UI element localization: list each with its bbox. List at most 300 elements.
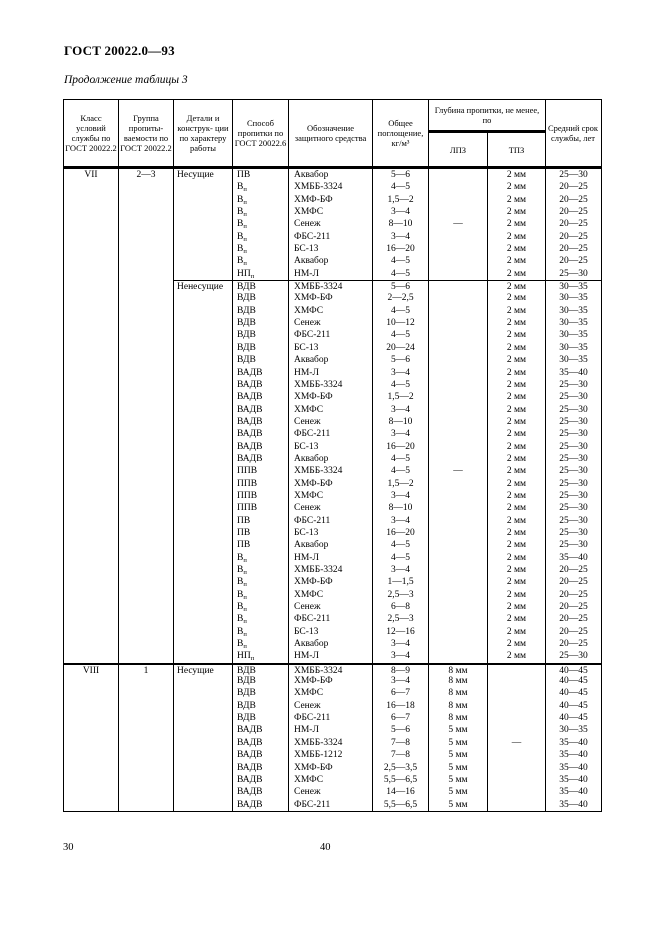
cell-tpz: 2 мм: [488, 305, 546, 317]
cell-klass: [64, 342, 119, 354]
cell-srok: 35—40: [559, 552, 588, 563]
cell-tpz: 2 мм: [488, 243, 546, 255]
cell-sposob: ВАДВ: [233, 391, 289, 403]
cell-klass: [64, 391, 119, 403]
cell-tpz: [488, 712, 546, 724]
cell-sredstvo: НМ-Л: [289, 552, 373, 564]
cell-sredstvo: ХМФС: [289, 490, 373, 502]
cell-klass: [64, 527, 119, 539]
cell-pogloshchenie: 6—7: [373, 687, 429, 699]
cell-gruppa: [119, 650, 174, 662]
cell-lpz: [429, 329, 488, 341]
cell-pogloshchenie: 16—20: [373, 441, 429, 453]
cell-srok: 40—45: [559, 713, 588, 724]
cell-detali: [174, 601, 233, 613]
cell-sredstvo: ХМББ-3324: [289, 663, 373, 675]
cell-srok: 25—30: [559, 651, 588, 662]
cell-srok: 40—45: [546, 663, 601, 675]
cell-sredstvo: Аквабор: [289, 638, 373, 650]
cell-gruppa: [119, 799, 174, 811]
cell-lpz: [429, 379, 488, 391]
cell-detali: [174, 675, 233, 687]
cell-pogloshchenie: 3—4: [373, 564, 429, 576]
cell-tpz: 2 мм: [488, 527, 546, 539]
cell-sredstvo: ФБС-211: [289, 428, 373, 440]
cell-sredstvo: Сенеж: [289, 786, 373, 798]
cell-lpz: [429, 194, 488, 206]
cell-lpz: [429, 255, 488, 267]
cell-lpz: [429, 231, 488, 243]
cell-klass: [64, 700, 119, 712]
cell-pogloshchenie: 6—8: [373, 601, 429, 613]
cell-srok: 25—30: [559, 404, 588, 415]
cell-sredstvo: Сенеж: [289, 317, 373, 329]
cell-sposob: $В_п$: [233, 218, 289, 230]
cell-pogloshchenie: 2,5—3: [373, 589, 429, 601]
cell-sredstvo: ХМББ-3324: [289, 280, 373, 292]
cell-pogloshchenie: 4—5: [373, 539, 429, 551]
cell-lpz: [429, 502, 488, 514]
cell-lpz: [429, 650, 488, 662]
cell-srok: 35—40: [559, 367, 588, 378]
cell-tpz: 2 мм: [488, 613, 546, 625]
cell-sredstvo: ХМФ-БФ: [289, 576, 373, 588]
cell-detali: [174, 404, 233, 416]
cell-sredstvo: БС-13: [289, 243, 373, 255]
cell-detali: [174, 367, 233, 379]
cell-srok: 25—30: [559, 453, 588, 464]
cell-lpz: 5 мм: [429, 737, 488, 749]
cell-lpz: [429, 181, 488, 193]
cell-srok: 25—30: [559, 478, 588, 489]
cell-srok: 35—40: [559, 737, 588, 748]
cell-sredstvo: Аквабор: [289, 255, 373, 267]
cell-gruppa: [119, 329, 174, 341]
cell-tpz: —: [488, 737, 546, 749]
cell-gruppa: [119, 194, 174, 206]
cell-gruppa: [119, 762, 174, 774]
cell-tpz: [488, 749, 546, 761]
cell-pogloshchenie: 7—8: [373, 749, 429, 761]
cell-sredstvo: ХМФС: [289, 589, 373, 601]
cell-sposob: ВДВ: [233, 663, 289, 675]
cell-klass: [64, 626, 119, 638]
cell-sredstvo: ХМББ-3324: [289, 379, 373, 391]
cell-lpz: [429, 626, 488, 638]
cell-klass: [64, 243, 119, 255]
cell-detali: [174, 589, 233, 601]
cell-lpz: [429, 589, 488, 601]
cell-klass: [64, 453, 119, 465]
cell-srok: 35—40: [559, 787, 588, 798]
column-header-lpz: ЛПЗ: [429, 133, 488, 166]
cell-klass: [64, 799, 119, 811]
cell-sposob: $В_п$: [233, 243, 289, 255]
cell-gruppa: [119, 206, 174, 218]
cell-sredstvo: ХМББ-3324: [289, 181, 373, 193]
cell-lpz: 5 мм: [429, 749, 488, 761]
cell-tpz: [488, 799, 546, 811]
cell-klass: [64, 416, 119, 428]
cell-tpz: 2 мм: [488, 502, 546, 514]
cell-srok: 20—25: [559, 602, 588, 613]
cell-pogloshchenie: 4—5: [373, 255, 429, 267]
cell-gruppa: [119, 231, 174, 243]
column-header-klass: Класс условий службы по ГОСТ 20022.2: [64, 100, 119, 166]
cell-gruppa: 1: [119, 663, 174, 675]
cell-pogloshchenie: 5—6: [373, 724, 429, 736]
cell-sredstvo: Аквабор: [289, 169, 373, 181]
cell-tpz: 2 мм: [488, 342, 546, 354]
cell-pogloshchenie: 4—5: [373, 329, 429, 341]
cell-sredstvo: ХМФ-БФ: [289, 391, 373, 403]
cell-lpz: [429, 416, 488, 428]
cell-pogloshchenie: 4—5: [373, 268, 429, 280]
cell-sposob: ВАДВ: [233, 428, 289, 440]
cell-tpz: 2 мм: [488, 650, 546, 662]
cell-sposob: ВДВ: [233, 280, 289, 292]
column-header-pogloshchenie: Общее поглощение, кг/м³: [373, 100, 429, 166]
cell-tpz: 2 мм: [488, 181, 546, 193]
cell-sredstvo: ХМББ-3324: [289, 737, 373, 749]
cell-lpz: [429, 428, 488, 440]
cell-tpz: 2 мм: [488, 255, 546, 267]
cell-tpz: 2 мм: [488, 626, 546, 638]
cell-tpz: [488, 774, 546, 786]
cell-klass: [64, 552, 119, 564]
cell-gruppa: [119, 453, 174, 465]
cell-lpz: [429, 638, 488, 650]
cell-gruppa: [119, 700, 174, 712]
cell-tpz: 2 мм: [488, 576, 546, 588]
cell-srok: 25—30: [559, 379, 588, 390]
cell-pogloshchenie: 4—5: [373, 552, 429, 564]
cell-sposob: $В_п$: [233, 564, 289, 576]
cell-sredstvo: Аквабор: [289, 354, 373, 366]
cell-klass: [64, 502, 119, 514]
cell-detali: [174, 268, 233, 280]
cell-sposob: ВДВ: [233, 354, 289, 366]
cell-klass: [64, 181, 119, 193]
cell-sredstvo: БС-13: [289, 527, 373, 539]
cell-detali: [174, 626, 233, 638]
cell-klass: [64, 601, 119, 613]
cell-lpz: [429, 354, 488, 366]
cell-gruppa: [119, 404, 174, 416]
cell-pogloshchenie: 4—5: [373, 379, 429, 391]
cell-sredstvo: НМ-Л: [289, 724, 373, 736]
cell-sposob: ВАДВ: [233, 799, 289, 811]
cell-pogloshchenie: 1—1,5: [373, 576, 429, 588]
cell-lpz: 8 мм: [429, 712, 488, 724]
cell-srok: 25—30: [559, 429, 588, 440]
cell-sposob: ВДВ: [233, 675, 289, 687]
cell-sredstvo: БС-13: [289, 441, 373, 453]
cell-tpz: 2 мм: [488, 490, 546, 502]
cell-sposob: ВДВ: [233, 292, 289, 304]
cell-sposob: $НП_п$: [233, 268, 289, 280]
cell-srok: 25—30: [559, 490, 588, 501]
cell-srok: 20—25: [559, 565, 588, 575]
cell-detali: [174, 218, 233, 230]
cell-detali: [174, 292, 233, 304]
cell-tpz: [488, 724, 546, 736]
cell-gruppa: [119, 243, 174, 255]
cell-detali: [174, 515, 233, 527]
cell-sredstvo: Сенеж: [289, 700, 373, 712]
cell-sredstvo: ФБС-211: [289, 799, 373, 811]
cell-lpz: [429, 404, 488, 416]
cell-pogloshchenie: 3—4: [373, 404, 429, 416]
cell-pogloshchenie: 3—4: [373, 231, 429, 243]
cell-sposob: ВДВ: [233, 342, 289, 354]
cell-tpz: 2 мм: [488, 638, 546, 650]
cell-sposob: $В_п$: [233, 181, 289, 193]
cell-lpz: [429, 539, 488, 551]
cell-sredstvo: ХМББ-3324: [289, 465, 373, 477]
cell-sposob: ППВ: [233, 502, 289, 514]
cell-pogloshchenie: 16—18: [373, 700, 429, 712]
cell-detali: Несущие: [174, 663, 233, 675]
cell-gruppa: [119, 502, 174, 514]
cell-tpz: 2 мм: [488, 428, 546, 440]
cell-pogloshchenie: 7—8: [373, 737, 429, 749]
cell-sposob: $В_п$: [233, 255, 289, 267]
cell-klass: [64, 441, 119, 453]
cell-gruppa: [119, 317, 174, 329]
cell-gruppa: [119, 737, 174, 749]
cell-sposob: ВАДВ: [233, 749, 289, 761]
cell-srok: 40—45: [559, 676, 588, 687]
cell-detali: [174, 502, 233, 514]
cell-sredstvo: ХМББ-3324: [289, 564, 373, 576]
column-header-tpz: ТПЗ: [508, 144, 525, 155]
cell-sposob: ВАДВ: [233, 724, 289, 736]
cell-pogloshchenie: 5,5—6,5: [373, 799, 429, 811]
cell-klass: [64, 490, 119, 502]
cell-sredstvo: ХМФС: [289, 687, 373, 699]
cell-pogloshchenie: 1,5—2: [373, 478, 429, 490]
cell-lpz: [429, 564, 488, 576]
cell-detali: [174, 206, 233, 218]
cell-sposob: ПВ: [233, 169, 289, 181]
cell-pogloshchenie: 3—4: [373, 638, 429, 650]
cell-pogloshchenie: 6—7: [373, 712, 429, 724]
cell-tpz: [488, 700, 546, 712]
cell-pogloshchenie: 16—20: [373, 527, 429, 539]
cell-klass: [64, 317, 119, 329]
cell-klass: [64, 712, 119, 724]
cell-sredstvo: ХМФ-БФ: [289, 762, 373, 774]
cell-tpz: 2 мм: [488, 391, 546, 403]
cell-lpz: 5 мм: [429, 774, 488, 786]
cell-lpz: [429, 342, 488, 354]
cell-sposob: ВАДВ: [233, 441, 289, 453]
cell-sredstvo: Сенеж: [289, 218, 373, 230]
cell-sredstvo: НМ-Л: [289, 268, 373, 280]
cell-sposob: ППВ: [233, 465, 289, 477]
cell-detali: [174, 774, 233, 786]
cell-gruppa: [119, 280, 174, 292]
cell-gruppa: [119, 576, 174, 588]
cell-detali: [174, 453, 233, 465]
cell-sposob: ВДВ: [233, 317, 289, 329]
cell-klass: VII: [64, 169, 119, 181]
cell-srok: 25—30: [559, 441, 588, 452]
cell-detali: [174, 762, 233, 774]
cell-sposob: $В_п$: [233, 231, 289, 243]
cell-pogloshchenie: 2,5—3,5: [373, 762, 429, 774]
cell-sposob: ВАДВ: [233, 762, 289, 774]
cell-sposob: $НП_п$: [233, 650, 289, 662]
cell-lpz: [429, 305, 488, 317]
cell-tpz: 2 мм: [488, 453, 546, 465]
cell-detali: [174, 552, 233, 564]
column-header-depth-title: Глубина пропитки, не менее, по: [429, 100, 545, 133]
cell-sposob: ВДВ: [233, 712, 289, 724]
cell-srok: 30—35: [546, 280, 601, 292]
cell-pogloshchenie: 8—10: [373, 416, 429, 428]
page-number-left: 30: [63, 842, 74, 853]
cell-srok: 30—35: [559, 342, 588, 353]
cell-lpz: 8 мм: [429, 675, 488, 687]
cell-srok: 30—35: [559, 293, 588, 304]
cell-tpz: 2 мм: [488, 379, 546, 391]
cell-detali: [174, 329, 233, 341]
cell-klass: [64, 404, 119, 416]
cell-tpz: 2 мм: [488, 416, 546, 428]
cell-sposob: $В_п$: [233, 601, 289, 613]
cell-sredstvo: Аквабор: [289, 539, 373, 551]
cell-detali: [174, 181, 233, 193]
cell-tpz: 2 мм: [488, 589, 546, 601]
cell-sposob: $В_п$: [233, 552, 289, 564]
cell-pogloshchenie: 3—4: [373, 206, 429, 218]
cell-klass: [64, 576, 119, 588]
cell-pogloshchenie: 4—5: [373, 465, 429, 477]
cell-sposob: ВДВ: [233, 700, 289, 712]
cell-gruppa: [119, 564, 174, 576]
cell-pogloshchenie: 20—24: [373, 342, 429, 354]
cell-sposob: ВДВ: [233, 329, 289, 341]
cell-tpz: 2 мм: [488, 465, 546, 477]
cell-srok: 30—35: [559, 330, 588, 341]
cell-klass: [64, 650, 119, 662]
cell-sposob: $В_п$: [233, 613, 289, 625]
data-table: [63, 99, 602, 812]
cell-detali: [174, 724, 233, 736]
cell-detali: [174, 342, 233, 354]
cell-klass: [64, 428, 119, 440]
cell-detali: [174, 441, 233, 453]
cell-sposob: $В_п$: [233, 194, 289, 206]
cell-sredstvo: ХМФ-БФ: [289, 292, 373, 304]
cell-sposob: ВАДВ: [233, 367, 289, 379]
cell-gruppa: [119, 268, 174, 280]
cell-srok: 20—25: [559, 244, 588, 255]
cell-gruppa: [119, 255, 174, 267]
table-body: [64, 169, 601, 811]
cell-lpz: 5 мм: [429, 799, 488, 811]
cell-sredstvo: ФБС-211: [289, 231, 373, 243]
cell-sredstvo: ХМББ-1212: [289, 749, 373, 761]
cell-gruppa: [119, 465, 174, 477]
cell-detali: Несущие: [174, 169, 233, 181]
cell-detali: [174, 700, 233, 712]
cell-sredstvo: НМ-Л: [289, 650, 373, 662]
cell-gruppa: [119, 527, 174, 539]
cell-detali: [174, 539, 233, 551]
cell-pogloshchenie: 3—4: [373, 675, 429, 687]
cell-pogloshchenie: 10—12: [373, 317, 429, 329]
cell-sposob: $В_п$: [233, 576, 289, 588]
cell-klass: [64, 379, 119, 391]
cell-tpz: 2 мм: [488, 478, 546, 490]
cell-sposob: $В_п$: [233, 206, 289, 218]
cell-sredstvo: Аквабор: [289, 453, 373, 465]
cell-detali: [174, 317, 233, 329]
cell-srok: 25—30: [559, 515, 588, 526]
table-caption: Продолжение таблицы 3: [64, 74, 188, 86]
cell-sposob: ПВ: [233, 515, 289, 527]
cell-srok: 25—30: [559, 466, 588, 477]
column-header-detali: Детали и конструк- ции по характеру работы: [174, 100, 233, 166]
cell-sredstvo: ХМФС: [289, 206, 373, 218]
cell-srok: 40—45: [559, 700, 588, 711]
cell-pogloshchenie: 4—5: [373, 305, 429, 317]
cell-klass: [64, 515, 119, 527]
cell-detali: [174, 712, 233, 724]
cell-klass: [64, 589, 119, 601]
cell-lpz: [429, 292, 488, 304]
cell-srok: 20—25: [559, 589, 588, 600]
cell-detali: [174, 799, 233, 811]
cell-tpz: 2 мм: [488, 292, 546, 304]
cell-sposob: ВАДВ: [233, 774, 289, 786]
cell-sredstvo: Сенеж: [289, 601, 373, 613]
cell-lpz: [429, 490, 488, 502]
cell-srok: 20—25: [559, 207, 588, 218]
cell-gruppa: [119, 441, 174, 453]
cell-tpz: 2 мм: [488, 552, 546, 564]
cell-pogloshchenie: 5,5—6,5: [373, 774, 429, 786]
page-number-center: 40: [320, 842, 331, 853]
cell-gruppa: [119, 478, 174, 490]
cell-gruppa: [119, 218, 174, 230]
cell-klass: [64, 613, 119, 625]
cell-pogloshchenie: 1,5—2: [373, 194, 429, 206]
cell-tpz: [488, 687, 546, 699]
cell-gruppa: [119, 181, 174, 193]
cell-pogloshchenie: 3—4: [373, 515, 429, 527]
cell-klass: [64, 564, 119, 576]
cell-tpz: 2 мм: [488, 194, 546, 206]
cell-klass: [64, 305, 119, 317]
cell-tpz: 2 мм: [488, 317, 546, 329]
cell-pogloshchenie: 12—16: [373, 626, 429, 638]
cell-detali: [174, 305, 233, 317]
cell-sredstvo: НМ-Л: [289, 367, 373, 379]
cell-gruppa: [119, 589, 174, 601]
column-header-sredstvo: Обозначение защитного средства: [289, 100, 373, 166]
cell-detali: [174, 391, 233, 403]
column-header-srok: Средний срок службы, лет: [547, 123, 599, 143]
cell-pogloshchenie: 5—6: [373, 280, 429, 292]
cell-gruppa: [119, 428, 174, 440]
cell-srok: 25—30: [559, 503, 588, 514]
cell-lpz: 8 мм: [429, 687, 488, 699]
cell-klass: [64, 231, 119, 243]
